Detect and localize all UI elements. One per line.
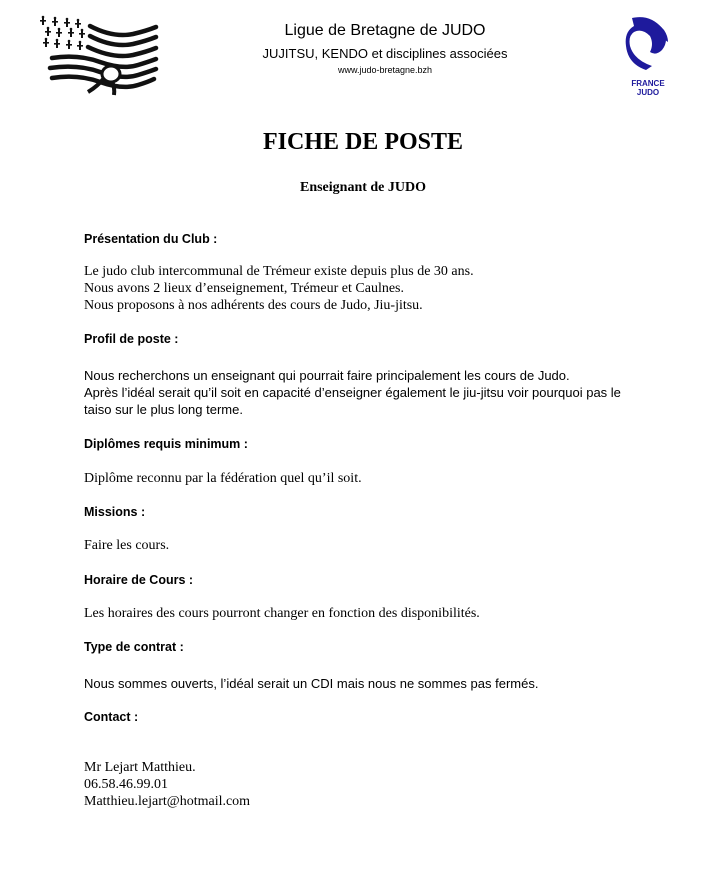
section-heading-horaire: Horaire de Cours :	[84, 573, 194, 587]
section-heading-diplomes: Diplômes requis minimum :	[84, 437, 248, 451]
profil-line: taiso sur le plus long terme.	[84, 402, 243, 417]
section-heading-contact: Contact :	[84, 710, 139, 724]
document-title: FICHE DE POSTE	[262, 129, 464, 155]
contrat-text: Nous sommes ouverts, l’idéal serait un CDI mais nous ne sommes pas fermés.	[84, 676, 539, 691]
ermine-spots-icon	[40, 16, 85, 50]
presentation-line: Nous proposons à nos adhérents des cours de Judo, Jiu-jitsu.	[84, 298, 423, 313]
document-subtitle: Enseignant de JUDO	[299, 180, 427, 195]
contact-phone: 06.58.46.99.01	[84, 777, 168, 792]
presentation-line: Nous avons 2 lieux d’enseignement, Trémeur et Caulnes.	[84, 281, 405, 296]
breton-flag-judo-belt-logo	[38, 14, 160, 96]
contact-email: Matthieu.lejart@hotmail.com	[84, 794, 251, 809]
missions-text: Faire les cours.	[84, 538, 170, 553]
contact-name: Mr Lejart Matthieu.	[84, 760, 196, 775]
profil-text	[84, 367, 644, 418]
horaire-text: Les horaires des cours pourront changer en fonction des disponibilités.	[84, 606, 480, 621]
france-judo-logo	[622, 14, 674, 96]
section-heading-contrat: Type de contrat :	[84, 640, 184, 654]
contact-details	[84, 759, 250, 810]
france-judo-text-france: FRANCE	[631, 79, 665, 88]
section-heading-missions: Missions :	[84, 505, 146, 519]
org-name: Ligue de Bretagne de JUDO	[284, 22, 486, 39]
france-judo-text-judo: JUDO	[636, 88, 660, 97]
diplomes-text: Diplôme reconnu par la fédération quel qu’il soit.	[84, 471, 362, 486]
section-heading-presentation: Présentation du Club :	[84, 232, 218, 246]
presentation-text	[84, 263, 474, 314]
section-heading-profil: Profil de poste :	[84, 332, 179, 346]
profil-line: Après l’idéal serait qu’il soit en capacité d’enseigner également le jiu-jitsu voir pourquoi pas le	[84, 385, 621, 400]
presentation-line: Le judo club intercommunal de Trémeur existe depuis plus de 30 ans.	[84, 264, 474, 279]
profil-line: Nous recherchons un enseignant qui pourrait faire principalement les cours de Judo.	[84, 368, 570, 383]
france-judo-emblem-icon	[622, 14, 674, 72]
org-subtitle: JUJITSU, KENDO et disciplines associées	[262, 46, 508, 61]
org-website: www.judo-bretagne.bzh	[337, 65, 433, 75]
